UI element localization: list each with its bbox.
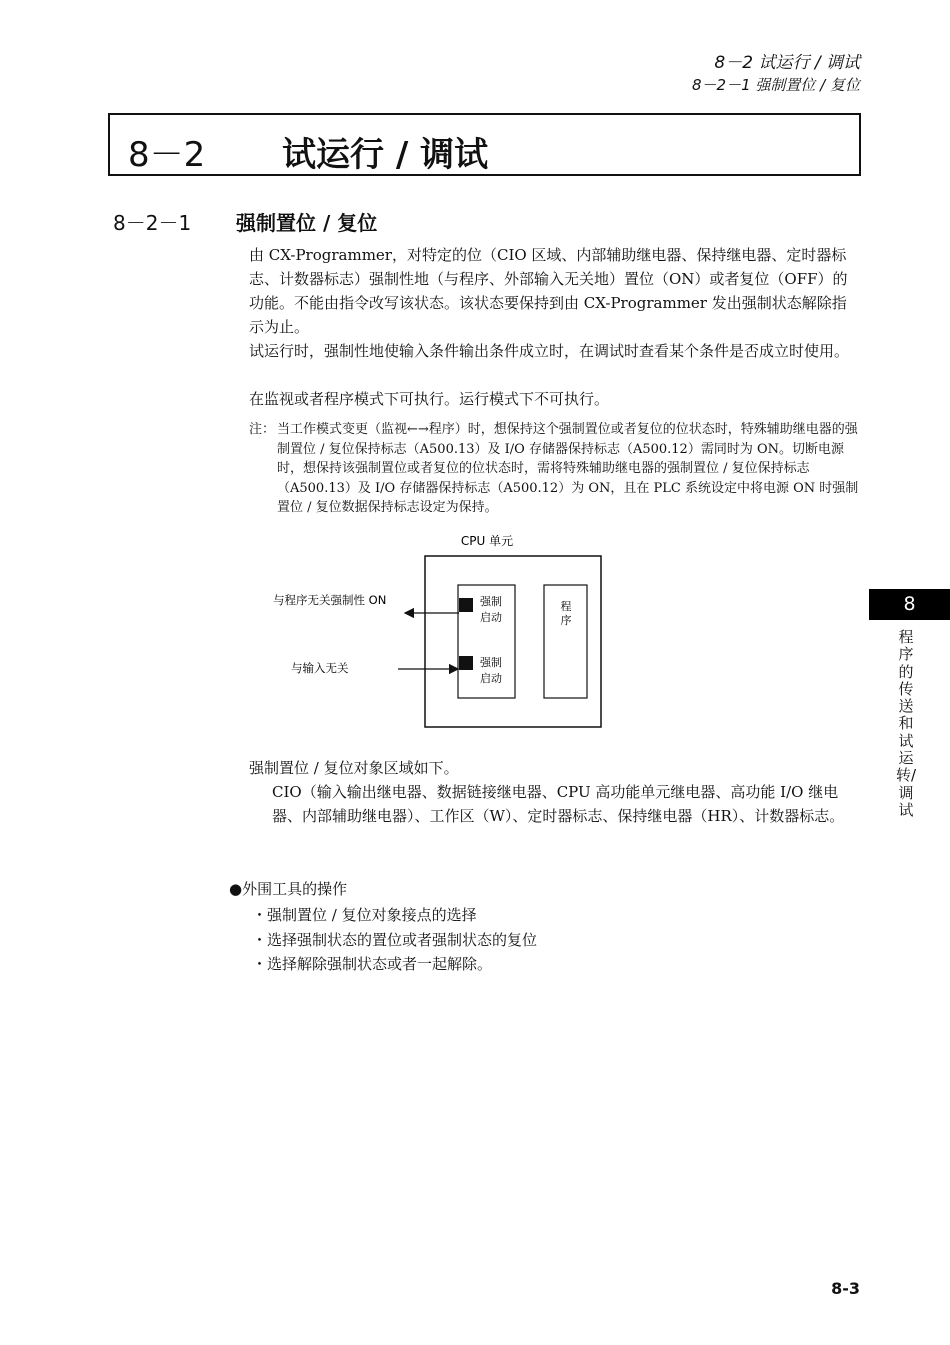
section-title: 试运行 / 调试	[282, 135, 489, 175]
cpu-unit-box	[425, 556, 601, 727]
target-area-intro: 强制置位 / 复位对象区域如下。	[249, 759, 459, 777]
list-item: ・选择强制状态的置位或者强制状态的复位	[252, 930, 538, 949]
force-on-contact-icon	[459, 598, 473, 612]
force-top-line1: 强制	[480, 595, 502, 608]
note-block	[249, 420, 861, 518]
list-item: ・选择解除强制状态或者一起解除。	[252, 955, 493, 973]
page-number: 8-3	[831, 1279, 860, 1298]
paragraph-definition: 由 CX-Programmer，对特定的位（CIO 区域、内部辅助继电器、保持继电器、定时器标志、计数器标志）强制性地（与程序、外部输入无关地）置位（ON）或者复位（OFF）的功能。不能由指令改写该状态。该状态要保持到由 CX-Programmer 发出强制状态解除指示为止。	[249, 246, 848, 336]
chapter-tab-title: 程序的传送和试运转/调试	[896, 628, 917, 819]
program-line1: 程	[560, 600, 572, 613]
paragraph-usage: 试运行时，强制性地使输入条件输出条件成立时，在调试时查看某个条件是否成立时使用。	[249, 342, 850, 360]
program-line2: 序	[560, 614, 572, 627]
section-title-box	[108, 113, 861, 176]
running-head-subsection: 8－2－1 强制置位 / 复位	[692, 76, 860, 94]
running-head	[692, 52, 860, 96]
paragraph-mode: 在监视或者程序模式下可执行。运行模式下不可执行。	[249, 390, 610, 408]
subsection-title: 强制置位 / 复位	[236, 211, 378, 235]
force-bottom-line2: 启动	[480, 672, 502, 685]
cpu-unit-label: CPU 单元	[460, 534, 514, 548]
left-label-force-on: 与程序无关强制性 ON	[273, 593, 387, 607]
peripheral-heading: ●外围工具的操作	[229, 880, 348, 898]
section-number: 8－2	[128, 135, 206, 175]
force-bottom-line1: 强制	[480, 656, 502, 669]
subsection-heading	[113, 207, 378, 236]
force-input-contact-icon	[459, 656, 473, 670]
note-text: 当工作模式变更（监视←→程序）时，想保持这个强制置位或者复位的位状态时，特殊辅助继电器的强制置位 / 复位保持标志（A500.13）及 I/O 存储器保持标志（A500.12）需同时为 ON。切断电源时，想保持该强制置位或者复位的位状态时，需将特殊辅助继电器的强制置位 / 复位保持标志（A500.13）及 I/O 存储器保持标志（A500.12）为 ON，且在 PLC 系统设定中将电源 ON 时强制置位 / 复位数据保持标志设定为保持。	[277, 422, 859, 515]
subsection-number: 8－2－1	[113, 211, 192, 235]
chapter-tab: 8	[869, 589, 950, 620]
note-label: 注：	[249, 422, 276, 437]
left-label-input: 与输入无关	[291, 661, 349, 675]
force-top-line2: 启动	[480, 611, 502, 624]
running-head-section: 8－2 试运行 / 调试	[714, 53, 860, 73]
target-area-list: CIO（输入输出继电器、数据链接继电器、CPU 高功能单元继电器、高功能 I/O 继电器、内部辅助继电器）、工作区（W）、定时器标志、保持继电器（HR）、计数器标志。	[272, 783, 845, 825]
peripheral-list	[252, 903, 537, 977]
cpu-force-diagram	[255, 528, 615, 738]
list-item: ・强制置位 / 复位对象接点的选择	[252, 906, 477, 924]
